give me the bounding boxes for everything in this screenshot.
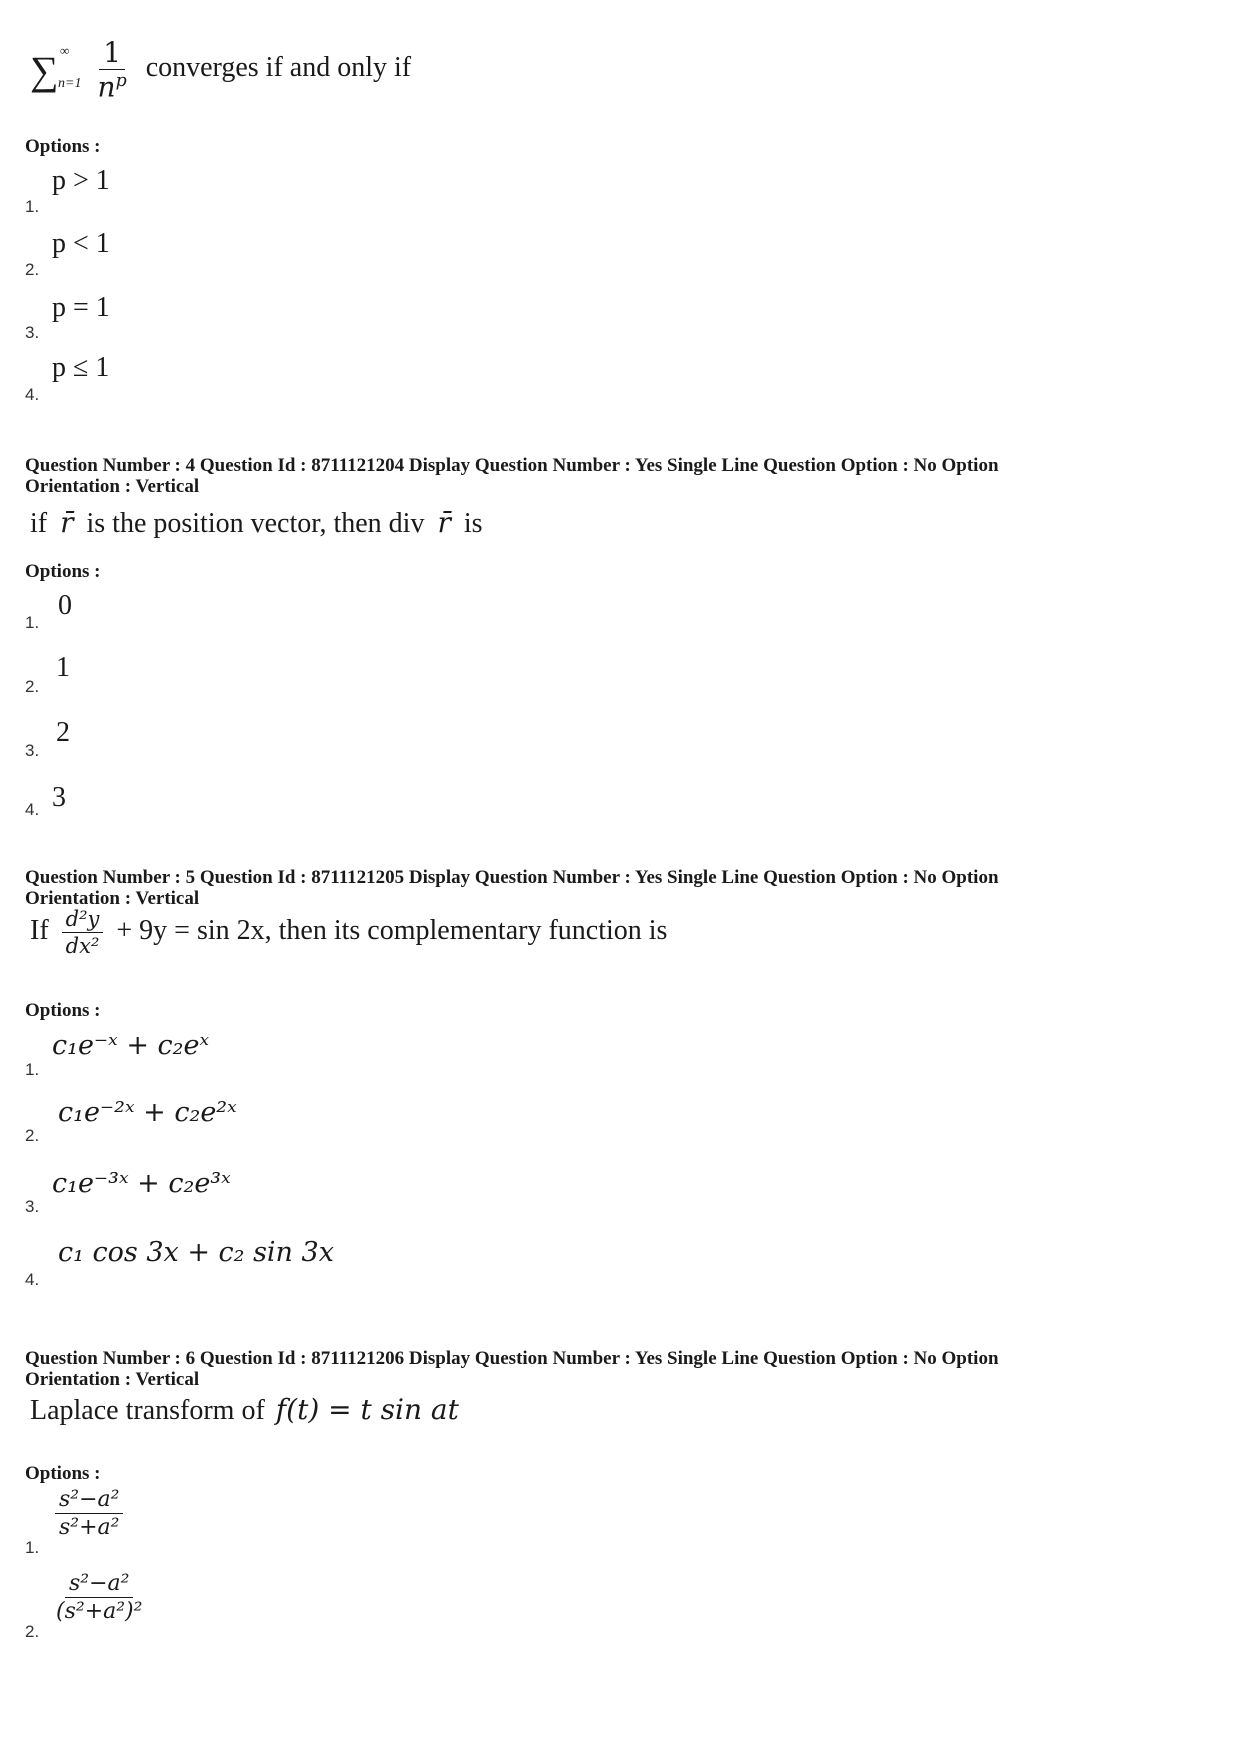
q5-option-3[interactable]: c₁e⁻³ˣ + c₂e³ˣ xyxy=(52,1168,231,1199)
q6-question-text: Laplace transform of f(t) = t sin at xyxy=(30,1393,459,1426)
q5-options-label: Options : xyxy=(25,1000,101,1021)
q3-option-3-number: 3. xyxy=(25,323,40,342)
q5-derivative-fraction: $\frac{\text{d²y}}{\text{dx²}}$ xyxy=(62,908,104,957)
q5-option-2-number: 2. xyxy=(25,1126,40,1145)
q4-option-1[interactable]: 0 xyxy=(58,590,72,621)
q6-meta: Question Number : 6 Question Id : 8711121206 Display Question Number : Yes Single Line Question Option : No Option Orientation : Vertical xyxy=(25,1348,999,1390)
q6-option-2[interactable]: $\frac{\text{s²−a²}}{\text{(s²+a²)²}}$ xyxy=(56,1571,143,1625)
q5-option-3-number: 3. xyxy=(25,1197,40,1216)
q4-vector-r-2: r̄ xyxy=(437,506,451,539)
q3-option-4[interactable]: p ≤ 1 xyxy=(52,352,110,383)
q4-option-2[interactable]: 1 xyxy=(56,652,70,683)
q4-option-2-number: 2. xyxy=(25,677,40,696)
q4-vector-r: r̄ xyxy=(60,506,74,539)
q5-option-1-number: 1. xyxy=(25,1060,40,1079)
q3-fraction: $\frac{1}{n^p}$ xyxy=(97,36,127,104)
q4-option-4-number: 4. xyxy=(25,800,40,819)
q3-option-2-number: 2. xyxy=(25,260,40,279)
q4-question-text: if r̄ is the position vector, then div r̄ is xyxy=(30,506,483,539)
q4-option-3[interactable]: 2 xyxy=(56,717,70,748)
q3-option-2[interactable]: p < 1 xyxy=(52,228,110,259)
q3-option-1-number: 1. xyxy=(25,197,40,216)
q3-option-3[interactable]: p = 1 xyxy=(52,292,110,323)
q5-option-4-number: 4. xyxy=(25,1270,40,1289)
q4-meta: Question Number : 4 Question Id : 8711121204 Display Question Number : Yes Single Line Question Option : No Option Orientation : Vertical xyxy=(25,455,999,497)
q4-options-label: Options : xyxy=(25,561,101,582)
q6-options-label: Options : xyxy=(25,1463,101,1484)
q6-option-1[interactable]: $\frac{\text{s²−a²}}{\text{s²+a²}}$ xyxy=(55,1488,123,1539)
q6-option-1-number: 1. xyxy=(25,1538,40,1557)
q5-meta: Question Number : 5 Question Id : 8711121205 Display Question Number : Yes Single Line Question Option : No Option Orientation : Vertical xyxy=(25,867,999,909)
summation-symbol: ∑ ∞ n=1 xyxy=(30,42,82,93)
q3-option-1[interactable]: p > 1 xyxy=(52,165,110,196)
q4-option-3-number: 3. xyxy=(25,741,40,760)
q3-question-text: ∑ ∞ n=1 $\frac{1}{n^p}$ converges if and only if xyxy=(30,36,412,104)
q4-option-1-number: 1. xyxy=(25,613,40,632)
q4-option-4[interactable]: 3 xyxy=(52,782,66,813)
q3-options-label: Options : xyxy=(25,136,101,157)
q5-option-4[interactable]: c₁ cos 3x + c₂ sin 3x xyxy=(58,1237,334,1268)
q5-option-2[interactable]: c₁e⁻²ˣ + c₂e²ˣ xyxy=(58,1097,237,1128)
q5-question-text: If $\frac{\text{d²y}}{\text{dx²}}$ + 9y = sin 2x, then its complementary function is xyxy=(30,907,668,959)
q3-option-4-number: 4. xyxy=(25,385,40,404)
q5-option-1[interactable]: c₁e⁻ˣ + c₂eˣ xyxy=(52,1030,210,1061)
q6-option-2-number: 2. xyxy=(25,1622,40,1641)
